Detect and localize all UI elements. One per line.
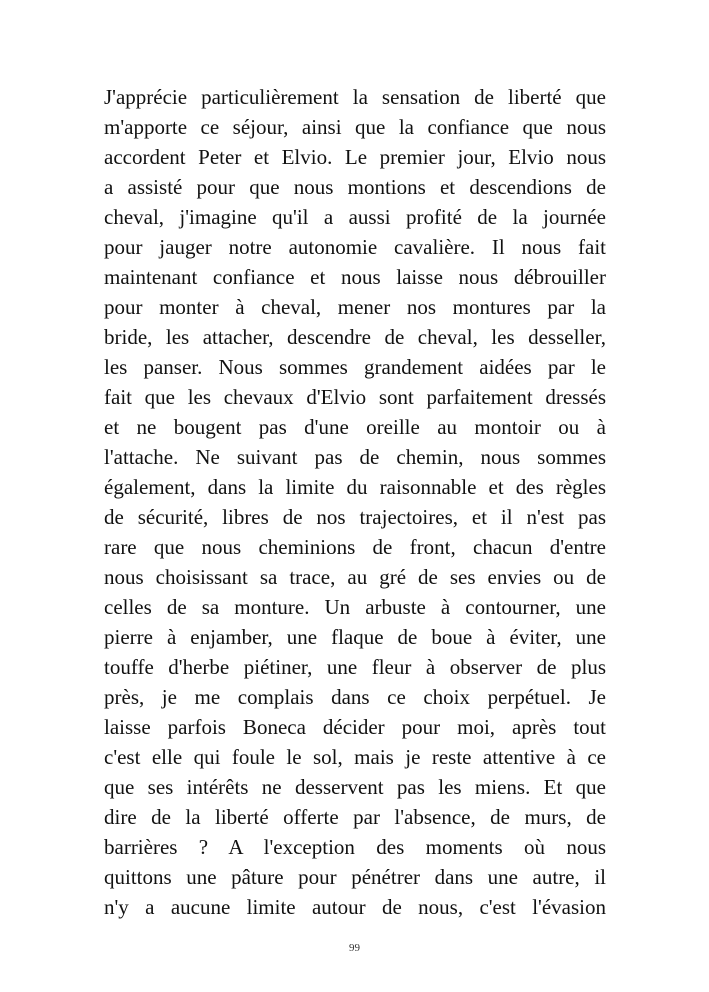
text-line: barrières ? A l'exception des moments où nous xyxy=(104,835,606,859)
text-line: les panser. Nous sommes grandement aidées par le xyxy=(104,355,606,379)
text-line: fait que les chevaux d'Elvio sont parfaitement dressés xyxy=(104,385,606,409)
text-line: a assisté pour que nous montions et descendions de xyxy=(104,175,606,199)
text-line: rare que nous cheminions de front, chacun d'entre xyxy=(104,535,606,559)
text-line: nous choisissant sa trace, au gré de ses envies ou de xyxy=(104,565,606,589)
text-line: pour jauger notre autonomie cavalière. Il nous fait xyxy=(104,235,606,259)
text-line: de sécurité, libres de nos trajectoires, et il n'est pas xyxy=(104,505,606,529)
page-number: 99 xyxy=(349,942,360,954)
text-line: J'apprécie particulièrement la sensation de liberté que xyxy=(104,85,606,109)
text-line: pierre à enjamber, une flaque de boue à éviter, une xyxy=(104,625,606,649)
body-paragraph xyxy=(104,82,606,922)
text-line: accordent Peter et Elvio. Le premier jour, Elvio nous xyxy=(104,145,606,169)
text-line: également, dans la limite du raisonnable et des règles xyxy=(104,475,606,499)
text-line: maintenant confiance et nous laisse nous débrouiller xyxy=(104,265,606,289)
text-line: n'y a aucune limite autour de nous, c'est l'évasion xyxy=(104,895,606,919)
text-line: c'est elle qui foule le sol, mais je reste attentive à ce xyxy=(104,745,606,769)
text-line: cheval, j'imagine qu'il a aussi profité de la journée xyxy=(104,205,606,229)
text-line: et ne bougent pas d'une oreille au montoir ou à xyxy=(104,415,606,439)
text-line: près, je me complais dans ce choix perpétuel. Je xyxy=(104,685,606,709)
text-line: dire de la liberté offerte par l'absence, de murs, de xyxy=(104,805,606,829)
text-line: que ses intérêts ne desservent pas les miens. Et que xyxy=(104,775,606,799)
text-line: m'apporte ce séjour, ainsi que la confiance que nous xyxy=(104,115,606,139)
text-line: bride, les attacher, descendre de cheval, les desseller, xyxy=(104,325,606,349)
text-line: laisse parfois Boneca décider pour moi, après tout xyxy=(104,715,606,739)
text-line: celles de sa monture. Un arbuste à contourner, une xyxy=(104,595,606,619)
text-line: l'attache. Ne suivant pas de chemin, nous sommes xyxy=(104,445,606,469)
text-line: quittons une pâture pour pénétrer dans une autre, il xyxy=(104,865,606,889)
text-line: pour monter à cheval, mener nos montures par la xyxy=(104,295,606,319)
text-line: touffe d'herbe piétiner, une fleur à observer de plus xyxy=(104,655,606,679)
